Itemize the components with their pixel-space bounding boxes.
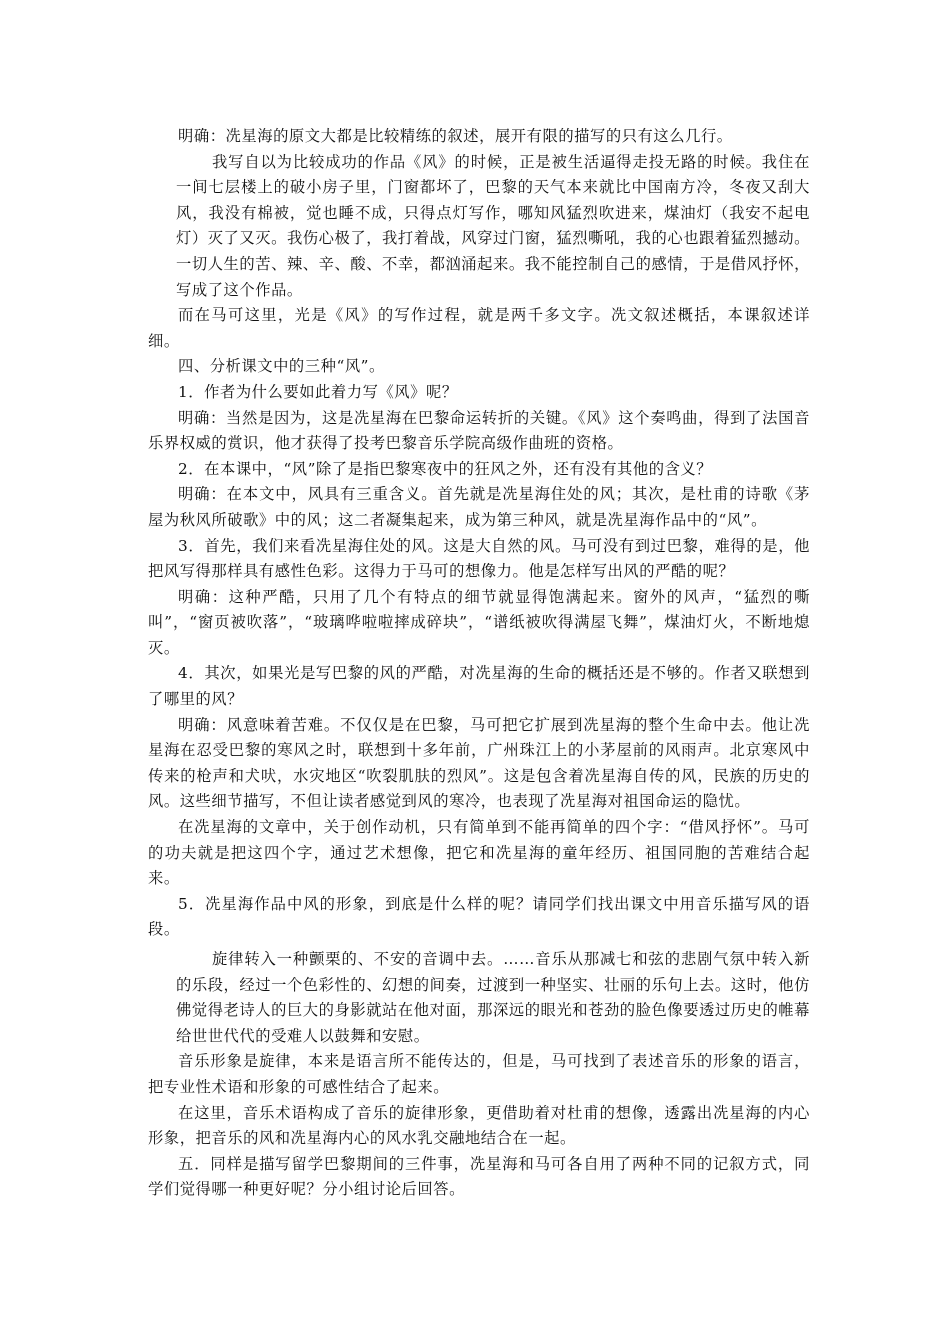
question: 1．作者为什么要如此着力写《风》呢？	[178, 382, 458, 401]
answer: 明确：这种严酷，只用了几个有特点的细节就显得饱满起来。窗外的风声，“猛烈的嘶叫”，“窗页被吹落”，“玻璃哗啦啦摔成碎块”，“谱纸被吹得满屋飞舞”，煤油灯火，不断地熄灭。	[148, 587, 810, 657]
paragraph: 音乐形象是旋律，本来是语言所不能传达的，但是，马可找到了表述音乐的形象的语言，把专业性术语和形象的可感性结合了起来。	[148, 1052, 810, 1096]
question: 3．首先，我们来看冼星海住处的风。这是大自然的风。马可没有到过巴黎，难得的是，他把风写得那样具有感性色彩。这得力于马可的想像力。他是怎样写出风的严酷的呢？	[148, 536, 810, 581]
question: 5．冼星海作品中风的形象，到底是什么样的呢？请同学们找出课文中用音乐描写风的语段。	[148, 894, 810, 939]
answer: 明确：风意味着苦难。不仅仅是在巴黎，马可把它扩展到冼星海的整个生命中去。他让冼星海在忍受巴黎的寒风之时，联想到十多年前，广州珠江上的小茅屋前的风雨声。北京寒风中传来的枪声和犬吠，水灾地区“吹裂肌肤的烈风”。这是包含着冼星海自传的风，民族的历史的风。这些细节描写，不但让读者感觉到风的寒冷，也表现了冼星海对祖国命运的隐忧。	[148, 715, 810, 811]
question: 2．在本课中，“风”除了是指巴黎寒夜中的狂风之外，还有没有其他的含义？	[178, 459, 713, 478]
section-heading: 五．同样是描写留学巴黎期间的三件事，冼星海和马可各自用了两种不同的记叙方式，同学们觉得哪一种更好呢？分小组讨论后回答。	[148, 1154, 810, 1199]
quoted-passage: 我写自以为比较成功的作品《风》的时候，正是被生活逼得走投无路的时候。我住在一间七层楼上的破小房子里，门窗都坏了，巴黎的天气本来就比中国南方冷，冬夜又刮大风，我没有棉被，觉也睡不成，只得点灯写作，哪知风猛烈吹进来，煤油灯（我安不起电灯）灭了又灭。我伤心极了，我打着战，风穿过门窗，猛烈嘶吼，我的心也跟着猛烈撼动。一切人生的苦、辣、辛、酸、不幸，都汹涌起来。我不能控制自己的感情，于是借风抒怀，写成了这个作品。	[176, 152, 810, 299]
paragraph: 在冼星海的文章中，关于创作动机，只有简单到不能再简单的四个字：“借风抒怀”。马可的功夫就是把这四个字，通过艺术想像，把它和冼星海的童年经历、祖国同胞的苦难结合起来。	[148, 818, 810, 888]
paragraph: 而在马可这里，光是《风》的写作过程，就是两千多文字。冼文叙述概括，本课叙述详细。	[148, 306, 810, 350]
answer: 明确：在本文中，风具有三重含义。首先就是冼星海住处的风；其次，是杜甫的诗歌《茅屋为秋风所破歌》中的风；这二者凝集起来，成为第三种风，就是冼星海作品中的“风”。	[148, 485, 810, 529]
section-heading: 四、分析课文中的三种“风”。	[178, 357, 385, 376]
paragraph: 明确：冼星海的原文大都是比较精练的叙述，展开有限的描写的只有这么几行。	[178, 127, 733, 145]
body-text	[148, 124, 810, 1203]
quoted-passage: 旋律转入一种颤栗的、不安的音调中去。……音乐从那减七和弦的悲剧气氛中转入新的乐段，经过一个色彩性的、幻想的间奏，过渡到一种坚实、壮丽的乐句上去。这时，他仿佛觉得老诗人的巨大的身影就站在他对面，那深远的眼光和苍劲的脸色像要透过历史的帷幕给世世代代的受难人以鼓舞和安慰。	[176, 950, 810, 1045]
answer: 明确：当然是因为，这是冼星海在巴黎命运转折的关键。《风》这个奏鸣曲，得到了法国音乐界权威的赏识，他才获得了投考巴黎音乐学院高级作曲班的资格。	[148, 408, 810, 453]
question: 4．其次，如果光是写巴黎的风的严酷，对冼星海的生命的概括还是不够的。作者又联想到了哪里的风？	[148, 664, 810, 709]
paragraph: 在这里，音乐术语构成了音乐的旋律形象，更借助着对杜甫的想像，透露出冼星海的内心形象，把音乐的风和冼星海内心的风水乳交融地结合在一起。	[148, 1103, 810, 1148]
